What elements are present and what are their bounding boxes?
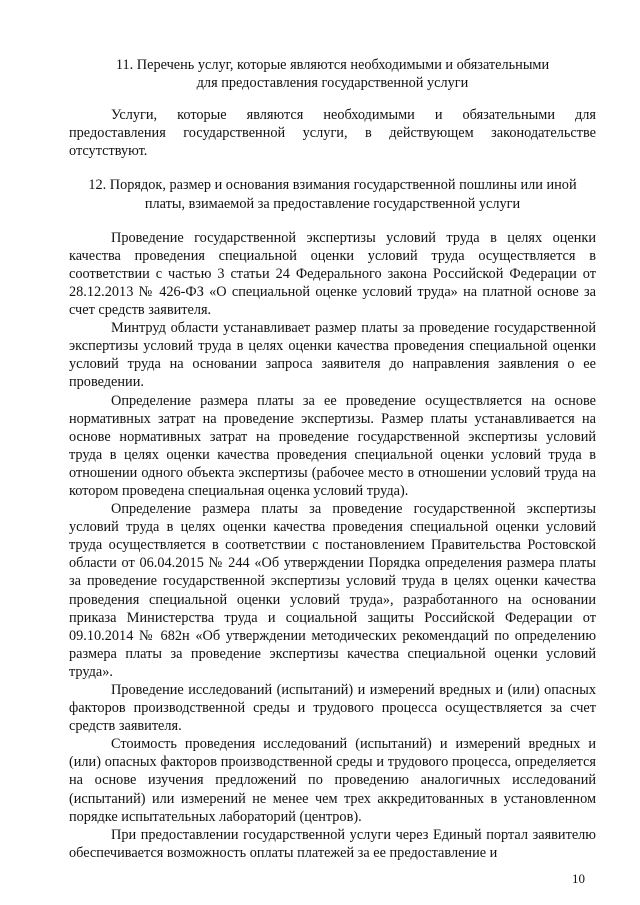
section-11-paragraph: Услуги, которые являются необходимыми и обязательными для предоставления государственной услуги, в действующем законодательстве отсутствуют. [69, 107, 596, 160]
section-12-paragraph: Проведение государственной экспертизы условий труда в целях оценки качества проведения специальной оценки условий труда осуществляется в соответствии с частью 3 статьи 24 Федерального закона Российской Федерации от 28.12.2013 № 426-ФЗ «О специальной оценке условий труда» на платной основе за счет средств заявителя. [69, 229, 596, 319]
section-12-paragraph: Определение размера платы за проведение государственной экспертизы условий труда в целях оценки качества проведения специальной оценки условий труда осуществляется в соответствии с постановлением Правительства Ростовской области от 06.04.2015 № 244 «Об утверждении Порядка определения размера платы за проведение государственной экспертизы условий труда в целях оценки качества проведения специальной оценки условий труда», разработанного на основании приказа Министерства труда и социальной защиты Российской Федерации от 09.10.2014 № 682н «Об утверждении методических рекомендаций по определению размера платы за проведение экспертизы качества специальной оценки условий труда». [69, 501, 596, 680]
section-12-heading: 12. Порядок, размер и основания взимания государственной пошлины или иной платы, взимаемой за предоставление государственной услуги [88, 177, 577, 212]
section-12-paragraph: Определение размера платы за ее проведение осуществляется на основе нормативных затрат на проведение экспертизы. Размер платы устанавливается на основе нормативных затрат на проведение государственной экспертизы условий труда в целях оценки качества проведения специальной оценки условий труда в отношении одного объекта экспертизы (рабочее место в отношении условий труда на котором проведена специальная оценка условий труда). [69, 392, 596, 499]
page-number: 10 [572, 871, 585, 886]
section-11-heading: 11. Перечень услуг, которые являются необходимыми и обязательными для предоставления государственной услуги [115, 57, 550, 92]
section-12-paragraph: Минтруд области устанавливает размер платы за проведение государственной экспертизы условий труда в целях оценки качества проведения специальной оценки условий труда на основании запроса заявителя до направления заявления о ее проведении. [69, 320, 596, 391]
document-page [69, 56, 596, 862]
section-12-paragraph: Проведение исследований (испытаний) и измерений вредных и (или) опасных факторов производственной среды и трудового процесса осуществляется за счет средств заявителя. [69, 682, 596, 735]
section-12-paragraph: Стоимость проведения исследований (испытаний) и измерений вредных и (или) опасных факторов производственной среды и трудового процесса, определяется на основе изучения предложений по проведению аналогичных исследований (испытаний) или измерений не менее чем трех аккредитованных в установленном порядке испытательных лабораторий (центров). [69, 736, 596, 825]
section-12-paragraph: При предоставлении государственной услуги через Единый портал заявителю обеспечивается возможность оплаты платежей за ее предоставление и [69, 826, 596, 861]
